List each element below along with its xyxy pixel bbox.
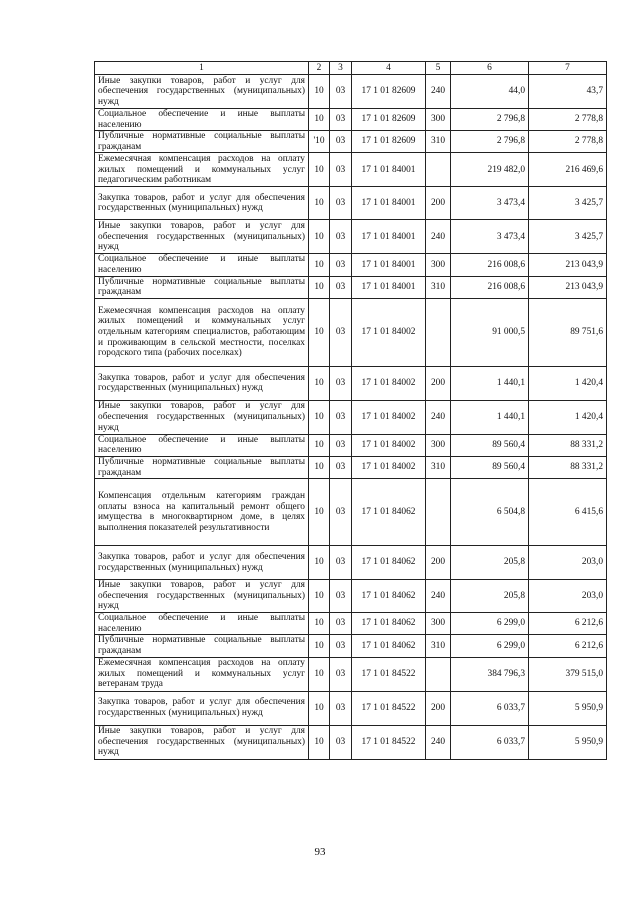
table-row — [95, 254, 607, 276]
expense-type-code: 300 — [426, 434, 451, 456]
expense-type-code: 310 — [426, 456, 451, 478]
target-item-code: 17 1 01 84002 — [352, 434, 426, 456]
row-name: Публичные нормативные социальные выплаты гражданам — [95, 635, 309, 657]
column-header: 2 — [309, 62, 330, 75]
section-code: 10 — [309, 479, 330, 546]
section-code: 10 — [309, 613, 330, 635]
amount-col6: 1 440,1 — [451, 366, 529, 400]
row-name: Социальное обеспечение и иные выплаты населению — [95, 613, 309, 635]
expense-type-code: 300 — [426, 613, 451, 635]
amount-col7: 213 043,9 — [529, 254, 607, 276]
subsection-code: 03 — [330, 220, 352, 254]
row-name: Закупка товаров, работ и услуг для обеспечения государственных (муниципальных) нужд — [95, 366, 309, 400]
amount-col7: 5 950,9 — [529, 725, 607, 759]
table-row — [95, 546, 607, 580]
table-row — [95, 400, 607, 434]
expense-type-code: 300 — [426, 254, 451, 276]
table-row — [95, 456, 607, 478]
expense-type-code: 240 — [426, 400, 451, 434]
subsection-code: 03 — [330, 109, 352, 131]
amount-col6: 6 299,0 — [451, 613, 529, 635]
subsection-code: 03 — [330, 456, 352, 478]
subsection-code: 03 — [330, 434, 352, 456]
section-code: 10 — [309, 187, 330, 220]
target-item-code: 17 1 01 84062 — [352, 635, 426, 657]
row-name: Ежемесячная компенсация расходов на оплату жилых помещений и коммунальных услуг ветеранам труда — [95, 657, 309, 691]
row-name: Публичные нормативные социальные выплаты гражданам — [95, 276, 309, 298]
table-row — [95, 434, 607, 456]
section-code: '10 — [309, 131, 330, 153]
expense-type-code: 240 — [426, 580, 451, 613]
row-name: Ежемесячная компенсация расходов на оплату жилых помещений и коммунальных услуг отдельным категориям специалистов, работающим и проживающим в сельской местности, поселках городского типа (рабочих поселках) — [95, 298, 309, 366]
subsection-code: 03 — [330, 725, 352, 759]
target-item-code: 17 1 01 82609 — [352, 109, 426, 131]
target-item-code: 17 1 01 82609 — [352, 131, 426, 153]
subsection-code: 03 — [330, 187, 352, 220]
amount-col7: 89 751,6 — [529, 298, 607, 366]
amount-col7: 5 950,9 — [529, 691, 607, 725]
target-item-code: 17 1 01 84062 — [352, 479, 426, 546]
page-number: 93 — [314, 846, 326, 858]
target-item-code: 17 1 01 84001 — [352, 276, 426, 298]
amount-col6: 6 033,7 — [451, 725, 529, 759]
row-name: Закупка товаров, работ и услуг для обеспечения государственных (муниципальных) нужд — [95, 187, 309, 220]
column-header: 5 — [426, 62, 451, 75]
section-code: 10 — [309, 109, 330, 131]
table-row — [95, 691, 607, 725]
row-name: Иные закупки товаров, работ и услуг для обеспечения государственных (муниципальных) нужд — [95, 580, 309, 613]
table-row — [95, 187, 607, 220]
amount-col6: 91 000,5 — [451, 298, 529, 366]
row-name: Публичные нормативные социальные выплаты гражданам — [95, 131, 309, 153]
table-row — [95, 580, 607, 613]
row-name: Социальное обеспечение и иные выплаты населению — [95, 434, 309, 456]
amount-col6: 384 796,3 — [451, 657, 529, 691]
section-code: 10 — [309, 456, 330, 478]
target-item-code: 17 1 01 84002 — [352, 400, 426, 434]
subsection-code: 03 — [330, 298, 352, 366]
section-code: 10 — [309, 153, 330, 187]
table-body — [95, 75, 607, 760]
subsection-code: 03 — [330, 691, 352, 725]
expense-type-code: 300 — [426, 109, 451, 131]
subsection-code: 03 — [330, 75, 352, 109]
amount-col7: 203,0 — [529, 580, 607, 613]
table-row — [95, 298, 607, 366]
target-item-code: 17 1 01 84001 — [352, 153, 426, 187]
subsection-code: 03 — [330, 254, 352, 276]
column-header: 3 — [330, 62, 352, 75]
amount-col6: 205,8 — [451, 580, 529, 613]
column-header: 6 — [451, 62, 529, 75]
section-code: 10 — [309, 691, 330, 725]
amount-col7: 379 515,0 — [529, 657, 607, 691]
expense-type-code: 200 — [426, 546, 451, 580]
row-name: Закупка товаров, работ и услуг для обеспечения государственных (муниципальных) нужд — [95, 546, 309, 580]
section-code: 10 — [309, 635, 330, 657]
section-code: 10 — [309, 434, 330, 456]
target-item-code: 17 1 01 84522 — [352, 725, 426, 759]
row-name: Ежемесячная компенсация расходов на оплату жилых помещений и коммунальных услуг педагогическим работникам — [95, 153, 309, 187]
subsection-code: 03 — [330, 276, 352, 298]
expense-type-code — [426, 657, 451, 691]
table-row — [95, 613, 607, 635]
subsection-code: 03 — [330, 153, 352, 187]
amount-col7: 3 425,7 — [529, 220, 607, 254]
expense-type-code: 310 — [426, 276, 451, 298]
amount-col6: 2 796,8 — [451, 131, 529, 153]
section-code: 10 — [309, 366, 330, 400]
row-name: Иные закупки товаров, работ и услуг для обеспечения государственных (муниципальных) нужд — [95, 725, 309, 759]
table-row — [95, 75, 607, 109]
section-code: 10 — [309, 276, 330, 298]
expense-type-code: 310 — [426, 635, 451, 657]
table-row — [95, 109, 607, 131]
amount-col7: 216 469,6 — [529, 153, 607, 187]
table-row — [95, 276, 607, 298]
section-code: 10 — [309, 254, 330, 276]
table-row — [95, 479, 607, 546]
amount-col6: 3 473,4 — [451, 220, 529, 254]
section-code: 10 — [309, 580, 330, 613]
target-item-code: 17 1 01 84001 — [352, 220, 426, 254]
row-name: Социальное обеспечение и иные выплаты населению — [95, 254, 309, 276]
target-item-code: 17 1 01 84001 — [352, 187, 426, 220]
amount-col7: 3 425,7 — [529, 187, 607, 220]
subsection-code: 03 — [330, 400, 352, 434]
amount-col6: 89 560,4 — [451, 434, 529, 456]
subsection-code: 03 — [330, 366, 352, 400]
subsection-code: 03 — [330, 657, 352, 691]
amount-col7: 1 420,4 — [529, 366, 607, 400]
amount-col7: 43,7 — [529, 75, 607, 109]
section-code: 10 — [309, 657, 330, 691]
amount-col7: 88 331,2 — [529, 434, 607, 456]
expense-type-code: 240 — [426, 725, 451, 759]
target-item-code: 17 1 01 84002 — [352, 298, 426, 366]
section-code: 10 — [309, 546, 330, 580]
row-name: Публичные нормативные социальные выплаты гражданам — [95, 456, 309, 478]
amount-col7: 88 331,2 — [529, 456, 607, 478]
amount-col7: 2 778,8 — [529, 131, 607, 153]
subsection-code: 03 — [330, 580, 352, 613]
amount-col6: 216 008,6 — [451, 276, 529, 298]
row-name: Иные закупки товаров, работ и услуг для обеспечения государственных (муниципальных) нужд — [95, 220, 309, 254]
amount-col6: 89 560,4 — [451, 456, 529, 478]
amount-col6: 6 299,0 — [451, 635, 529, 657]
table-row — [95, 153, 607, 187]
section-code: 10 — [309, 220, 330, 254]
row-name: Компенсация отдельным категориям граждан оплаты взноса на капитальный ремонт общего имущества в многоквартирном доме, в целях выполнения показателей результативности — [95, 479, 309, 546]
expense-type-code: 200 — [426, 366, 451, 400]
subsection-code: 03 — [330, 613, 352, 635]
expense-type-code: 310 — [426, 131, 451, 153]
table-row — [95, 725, 607, 759]
table-row — [95, 635, 607, 657]
target-item-code: 17 1 01 84062 — [352, 580, 426, 613]
expense-type-code — [426, 298, 451, 366]
expense-type-code — [426, 479, 451, 546]
amount-col6: 3 473,4 — [451, 187, 529, 220]
amount-col7: 203,0 — [529, 546, 607, 580]
row-name: Социальное обеспечение и иные выплаты населению — [95, 109, 309, 131]
row-name: Закупка товаров, работ и услуг для обеспечения государственных (муниципальных) нужд — [95, 691, 309, 725]
target-item-code: 17 1 01 84002 — [352, 456, 426, 478]
table-row — [95, 366, 607, 400]
expense-type-code: 240 — [426, 75, 451, 109]
amount-col6: 219 482,0 — [451, 153, 529, 187]
target-item-code: 17 1 01 84522 — [352, 691, 426, 725]
section-code: 10 — [309, 298, 330, 366]
table-row — [95, 220, 607, 254]
expense-type-code: 240 — [426, 220, 451, 254]
amount-col6: 205,8 — [451, 546, 529, 580]
table-row — [95, 657, 607, 691]
section-code: 10 — [309, 400, 330, 434]
column-header: 7 — [529, 62, 607, 75]
row-name: Иные закупки товаров, работ и услуг для обеспечения государственных (муниципальных) нужд — [95, 75, 309, 109]
amount-col6: 2 796,8 — [451, 109, 529, 131]
column-header: 4 — [352, 62, 426, 75]
target-item-code: 17 1 01 82609 — [352, 75, 426, 109]
amount-col7: 1 420,4 — [529, 400, 607, 434]
amount-col7: 6 212,6 — [529, 635, 607, 657]
subsection-code: 03 — [330, 546, 352, 580]
budget-table — [94, 61, 607, 760]
row-name: Иные закупки товаров, работ и услуг для обеспечения государственных (муниципальных) нужд — [95, 400, 309, 434]
amount-col6: 6 504,8 — [451, 479, 529, 546]
target-item-code: 17 1 01 84062 — [352, 613, 426, 635]
amount-col6: 216 008,6 — [451, 254, 529, 276]
target-item-code: 17 1 01 84002 — [352, 366, 426, 400]
amount-col7: 6 415,6 — [529, 479, 607, 546]
target-item-code: 17 1 01 84062 — [352, 546, 426, 580]
section-code: 10 — [309, 75, 330, 109]
amount-col6: 6 033,7 — [451, 691, 529, 725]
subsection-code: 03 — [330, 479, 352, 546]
column-header: 1 — [95, 62, 309, 75]
amount-col7: 2 778,8 — [529, 109, 607, 131]
amount-col6: 44,0 — [451, 75, 529, 109]
table-row — [95, 131, 607, 153]
amount-col7: 213 043,9 — [529, 276, 607, 298]
subsection-code: 03 — [330, 635, 352, 657]
column-number-row — [95, 62, 607, 75]
expense-type-code: 200 — [426, 691, 451, 725]
amount-col7: 6 212,6 — [529, 613, 607, 635]
expense-type-code: 200 — [426, 187, 451, 220]
target-item-code: 17 1 01 84001 — [352, 254, 426, 276]
target-item-code: 17 1 01 84522 — [352, 657, 426, 691]
expense-type-code — [426, 153, 451, 187]
section-code: 10 — [309, 725, 330, 759]
subsection-code: 03 — [330, 131, 352, 153]
amount-col6: 1 440,1 — [451, 400, 529, 434]
